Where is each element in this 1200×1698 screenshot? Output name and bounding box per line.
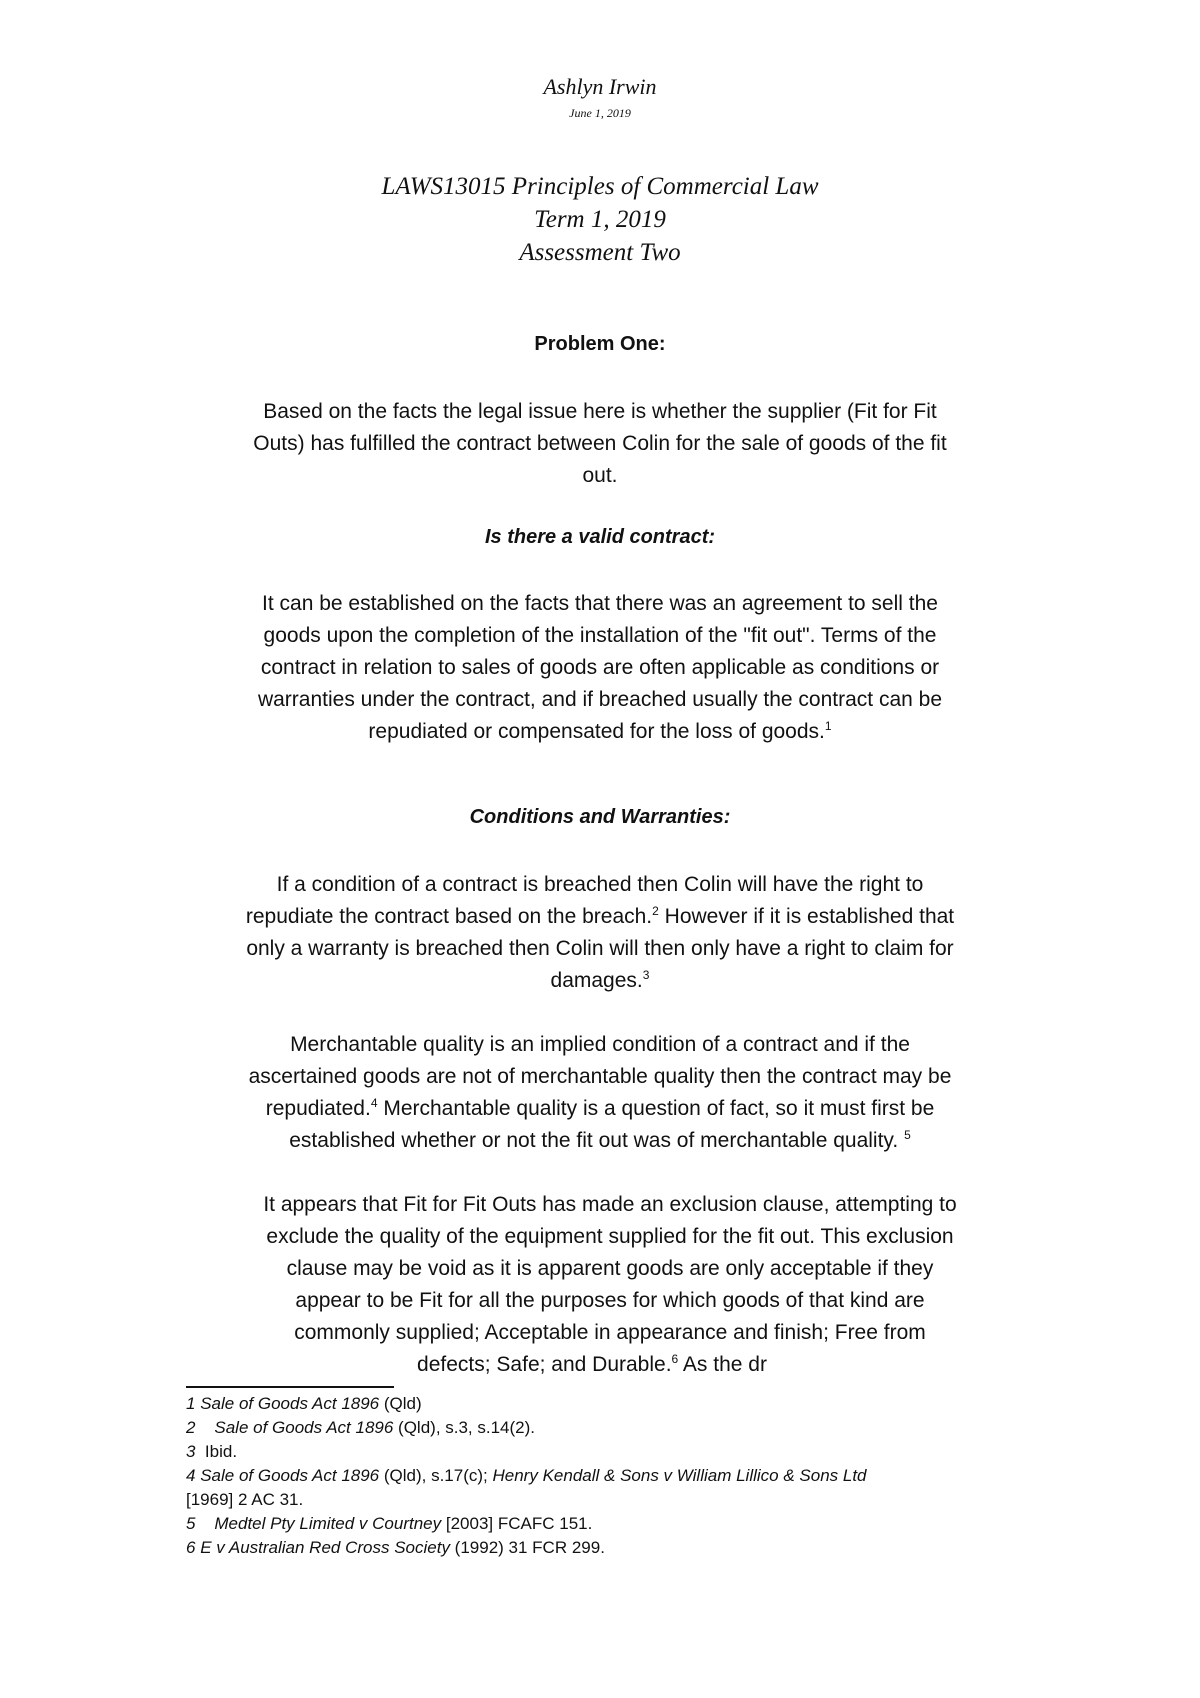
course-title: LAWS13015 Principles of Commercial Law bbox=[381, 173, 819, 200]
text-span: repudiated. bbox=[265, 1097, 371, 1120]
conditions-warranties-heading: Conditions and Warranties: bbox=[469, 806, 731, 828]
footnote-ref: 4 bbox=[370, 1096, 378, 1110]
text-line bbox=[180, 901, 1020, 933]
author-name: Ashlyn Irwin bbox=[543, 74, 657, 99]
valid-contract-paragraph bbox=[190, 588, 1010, 748]
footnotes bbox=[186, 1392, 1026, 1560]
text-line: It can be established on the facts that there was an agreement to sell the bbox=[262, 592, 938, 615]
footnote-number: 4 bbox=[186, 1466, 196, 1485]
case-name: E v Australian Red Cross Society bbox=[200, 1538, 450, 1557]
footnote-separator bbox=[186, 1386, 394, 1388]
text-line: ascertained goods are not of merchantable quality then the contract may be bbox=[248, 1065, 952, 1088]
footnote-number: 3 bbox=[186, 1442, 196, 1461]
footnote-ref: 2 bbox=[652, 904, 659, 918]
footnote-ref: 5 bbox=[904, 1128, 911, 1142]
text-span: repudiate the contract based on the breach. bbox=[245, 905, 653, 928]
text-line: clause may be void as it is apparent goods are only acceptable if they bbox=[286, 1257, 934, 1280]
course-term: Term 1, 2019 bbox=[534, 206, 666, 233]
text-line: contract in relation to sales of goods are often applicable as conditions or bbox=[260, 656, 940, 679]
text-line: exclude the quality of the equipment supplied for the fit out. This exclusion bbox=[266, 1225, 954, 1248]
text-line: Outs) has fulfilled the contract between Colin for the sale of goods of the fit bbox=[253, 432, 947, 455]
citation: (Qld), s.3, s.14(2). bbox=[393, 1418, 536, 1437]
citation: (1992) 31 FCR 299. bbox=[449, 1538, 605, 1557]
footnote-ref: 1 bbox=[824, 719, 832, 733]
problem-heading: Problem One: bbox=[534, 333, 666, 355]
course-title-block bbox=[0, 170, 1200, 269]
text-span: damages. bbox=[550, 969, 643, 992]
statute-title: Sale of Goods Act 1896 bbox=[200, 1466, 380, 1485]
footnote-4-continued bbox=[186, 1488, 1026, 1512]
text-line bbox=[190, 716, 1010, 748]
footnote-2 bbox=[186, 1416, 1026, 1440]
text-span: As the dr bbox=[678, 1353, 767, 1376]
text-line: It appears that Fit for Fit Outs has made an exclusion clause, attempting to bbox=[263, 1193, 957, 1216]
footnote-ref: 3 bbox=[642, 968, 650, 982]
text-line: warranties under the contract, and if breached usually the contract can be bbox=[257, 688, 943, 711]
case-name: Medtel Pty Limited v Courtney bbox=[214, 1514, 442, 1533]
document-date: June 1, 2019 bbox=[569, 106, 631, 120]
footnote-number: 6 bbox=[186, 1538, 196, 1557]
statute-title: Sale of Goods Act 1896 bbox=[214, 1418, 394, 1437]
footnote-3 bbox=[186, 1440, 1026, 1464]
text-line: only a warranty is breached then Colin will then only have a right to claim for bbox=[246, 937, 954, 960]
footnote-ref: 6 bbox=[671, 1352, 679, 1366]
text-line: goods upon the completion of the installation of the "fit out". Terms of the bbox=[263, 624, 937, 647]
assessment-name: Assessment Two bbox=[519, 239, 681, 266]
footnote-number: 5 bbox=[186, 1514, 196, 1533]
text-span: repudiated or compensated for the loss of goods. bbox=[368, 720, 825, 743]
footnote-1 bbox=[186, 1392, 1026, 1416]
text-line bbox=[180, 1125, 1020, 1157]
text-line bbox=[180, 965, 1020, 997]
footnote-6 bbox=[186, 1536, 1026, 1560]
footnote-4 bbox=[186, 1464, 1026, 1488]
footnote-number: 2 bbox=[186, 1418, 196, 1437]
intro-paragraph bbox=[190, 396, 1010, 492]
text-line: appear to be Fit for all the purposes for which goods of that kind are bbox=[295, 1289, 925, 1312]
citation: Ibid. bbox=[204, 1442, 238, 1461]
citation: (Qld), s.17(c); bbox=[379, 1466, 493, 1485]
text-span: defects; Safe; and Durable. bbox=[417, 1353, 672, 1376]
text-span: established whether or not the fit out was of merchantable quality. bbox=[289, 1129, 899, 1152]
citation: [1969] 2 AC 31. bbox=[186, 1490, 304, 1509]
text-line: Merchantable quality is an implied condition of a contract and if the bbox=[290, 1033, 910, 1056]
text-line bbox=[190, 1349, 994, 1381]
text-line bbox=[180, 1093, 1020, 1125]
text-line: If a condition of a contract is breached then Colin will have the right to bbox=[276, 873, 924, 896]
text-span: Merchantable quality is a question of fact, so it must first be bbox=[377, 1097, 935, 1120]
citation: [2003] FCAFC 151. bbox=[441, 1514, 593, 1533]
citation: (Qld) bbox=[379, 1394, 422, 1413]
statute-title: Sale of Goods Act 1896 bbox=[200, 1394, 380, 1413]
exclusion-clause-paragraph bbox=[190, 1189, 1030, 1381]
text-line: out. bbox=[582, 464, 618, 487]
text-line: Based on the facts the legal issue here is whether the supplier (Fit for Fit bbox=[263, 400, 937, 423]
merchantable-paragraph bbox=[180, 1029, 1020, 1157]
text-span: However if it is established that bbox=[658, 905, 955, 928]
text-line: commonly supplied; Acceptable in appearance and finish; Free from bbox=[294, 1321, 926, 1344]
valid-contract-heading: Is there a valid contract: bbox=[484, 526, 716, 548]
footnote-5 bbox=[186, 1512, 1026, 1536]
conditions-paragraph bbox=[180, 869, 1020, 997]
footnote-number: 1 bbox=[186, 1394, 196, 1413]
case-name: Henry Kendall & Sons v William Lillico & Sons Ltd bbox=[492, 1466, 867, 1485]
